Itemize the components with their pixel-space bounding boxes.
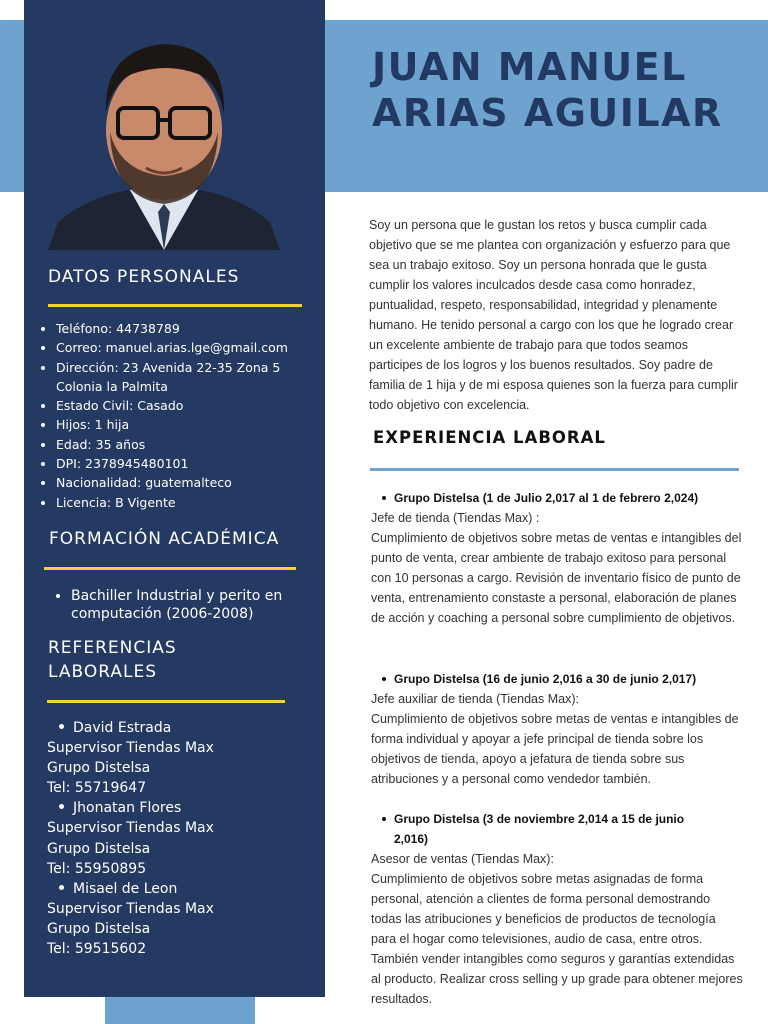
reference-name: David Estrada — [47, 718, 317, 738]
referencias-divider — [47, 700, 285, 703]
job-role: Asesor de ventas (Tiendas Max): — [371, 852, 554, 866]
datos-item-hijos: • Hijos: 1 hija — [56, 415, 326, 434]
job-description: Cumplimiento de objetivos sobre metas de ventas e intangibles de forma individual y apoyar a jefe principal de tienda sobre los objetivos de tienda, apoyo a jefatura de tienda sobre sus atribuciones y a personal como vendedor también. — [371, 712, 739, 786]
formacion-heading: FORMACIÓN ACADÉMICA — [49, 529, 280, 549]
reference-company: Grupo Distelsa — [47, 920, 151, 937]
reference-role: Supervisor Tiendas Max — [47, 740, 214, 757]
reference-item — [47, 798, 317, 878]
datos-item-estado-civil: • Estado Civil: Casado — [56, 396, 326, 415]
datos-personales-list — [42, 319, 326, 512]
name-line-2: ARIAS AGUILAR — [372, 91, 723, 135]
datos-item-telefono: • Teléfono: 44738789 — [56, 319, 326, 338]
job-title: Grupo Distelsa (1 de Julio 2,017 al 1 de febrero 2,024) — [372, 488, 743, 508]
job-description: Cumplimiento de objetivos sobre metas de ventas e intangibles del punto de venta, crear ambiente de trabajo exitoso para personal con 10 personas a cargo. Revisión de inventario físico de punto de venta, entrenamiento constaste a personal, elaboración de planes de acción y coaching a personal sobre cumplimiento de objetivos. — [371, 531, 742, 625]
job-description: Cumplimiento de objetivos sobre metas asignadas de forma personal, atención a clientes de forma personal demostrando todas las atribuciones y beneficios de productos de tecnología para el hogar como televisiones, audio de casa, entre otros. También vender intangibles como seguros y garantías extendidas al producto. Realizar cross selling y up grade para obtener mejores resultados. — [371, 872, 743, 1006]
job-title: Grupo Distelsa (3 de noviembre 2,014 a 15 de junio 2,016) — [372, 809, 743, 849]
experiencia-heading: EXPERIENCIA LABORAL — [373, 428, 606, 447]
reference-company: Grupo Distelsa — [47, 840, 151, 857]
reference-item — [47, 879, 317, 959]
job-role: Jefe de tienda (Tiendas Max) : — [371, 511, 540, 525]
datos-item-dpi: • DPI: 2378945480101 — [56, 454, 326, 473]
reference-tel: Tel: 55950895 — [47, 860, 147, 877]
reference-company: Grupo Distelsa — [47, 760, 151, 777]
reference-item — [47, 718, 317, 798]
job-title: Grupo Distelsa (16 de junio 2,016 a 30 de junio 2,017) — [372, 669, 743, 689]
reference-name: Jhonatan Flores — [47, 798, 317, 818]
job-entry — [371, 669, 743, 789]
formacion-list — [55, 587, 326, 623]
datos-personales-divider — [48, 304, 302, 307]
reference-tel: Tel: 59515602 — [47, 941, 147, 958]
experiencia-divider — [370, 468, 739, 471]
datos-item-direccion: • Dirección: 23 Avenida 22-35 Zona 5 Colonia la Palmita — [56, 358, 326, 397]
reference-role: Supervisor Tiendas Max — [47, 900, 214, 917]
referencias-heading-line-2: LABORALES — [48, 662, 157, 682]
profile-photo-icon — [48, 22, 280, 250]
name-line-1: JUAN MANUEL — [372, 45, 687, 89]
reference-tel: Tel: 55719647 — [47, 780, 147, 797]
profile-photo — [48, 22, 280, 250]
reference-role: Supervisor Tiendas Max — [47, 820, 214, 837]
formacion-item: • Bachiller Industrial y perito en computación (2006-2008) — [71, 587, 326, 623]
job-entry — [371, 488, 743, 628]
job-entry — [371, 809, 743, 1009]
datos-item-licencia: • Licencia: B Vigente — [56, 493, 326, 512]
datos-item-nacionalidad: • Nacionalidad: guatemalteco — [56, 473, 326, 492]
bottom-accent-tab — [105, 997, 255, 1024]
job-role: Jefe auxiliar de tienda (Tiendas Max): — [371, 692, 579, 706]
referencias-list — [47, 718, 317, 959]
datos-item-correo: • Correo: manuel.arias.lge@gmail.com — [56, 338, 326, 357]
datos-personales-heading: DATOS PERSONALES — [48, 267, 240, 287]
profile-summary: Soy un persona que le gustan los retos y busca cumplir cada objetivo que se me plantea con organización y esfuerzo para que sea un trabajo exitoso. Soy un persona honrada que le gusta cumplir los valores inculcados desde casa como honradez, puntualidad, respeto, responsabilidad, integridad y plenamente humano. He tenido personal a cargo con los que he logrado crear un excelente ambiente de trabajo para que todos seamos participes de los logros y los buenos resultados. Soy padre de familia de 1 hija y de mi esposa quienes son la fuerza para cumplir todo objetivo con excelencia. — [369, 218, 738, 412]
referencias-heading — [48, 636, 177, 684]
full-name — [372, 44, 762, 136]
formacion-divider — [44, 567, 296, 570]
datos-item-edad: • Edad: 35 años — [56, 435, 326, 454]
referencias-heading-line-1: REFERENCIAS — [48, 638, 177, 658]
reference-name: Misael de Leon — [47, 879, 317, 899]
